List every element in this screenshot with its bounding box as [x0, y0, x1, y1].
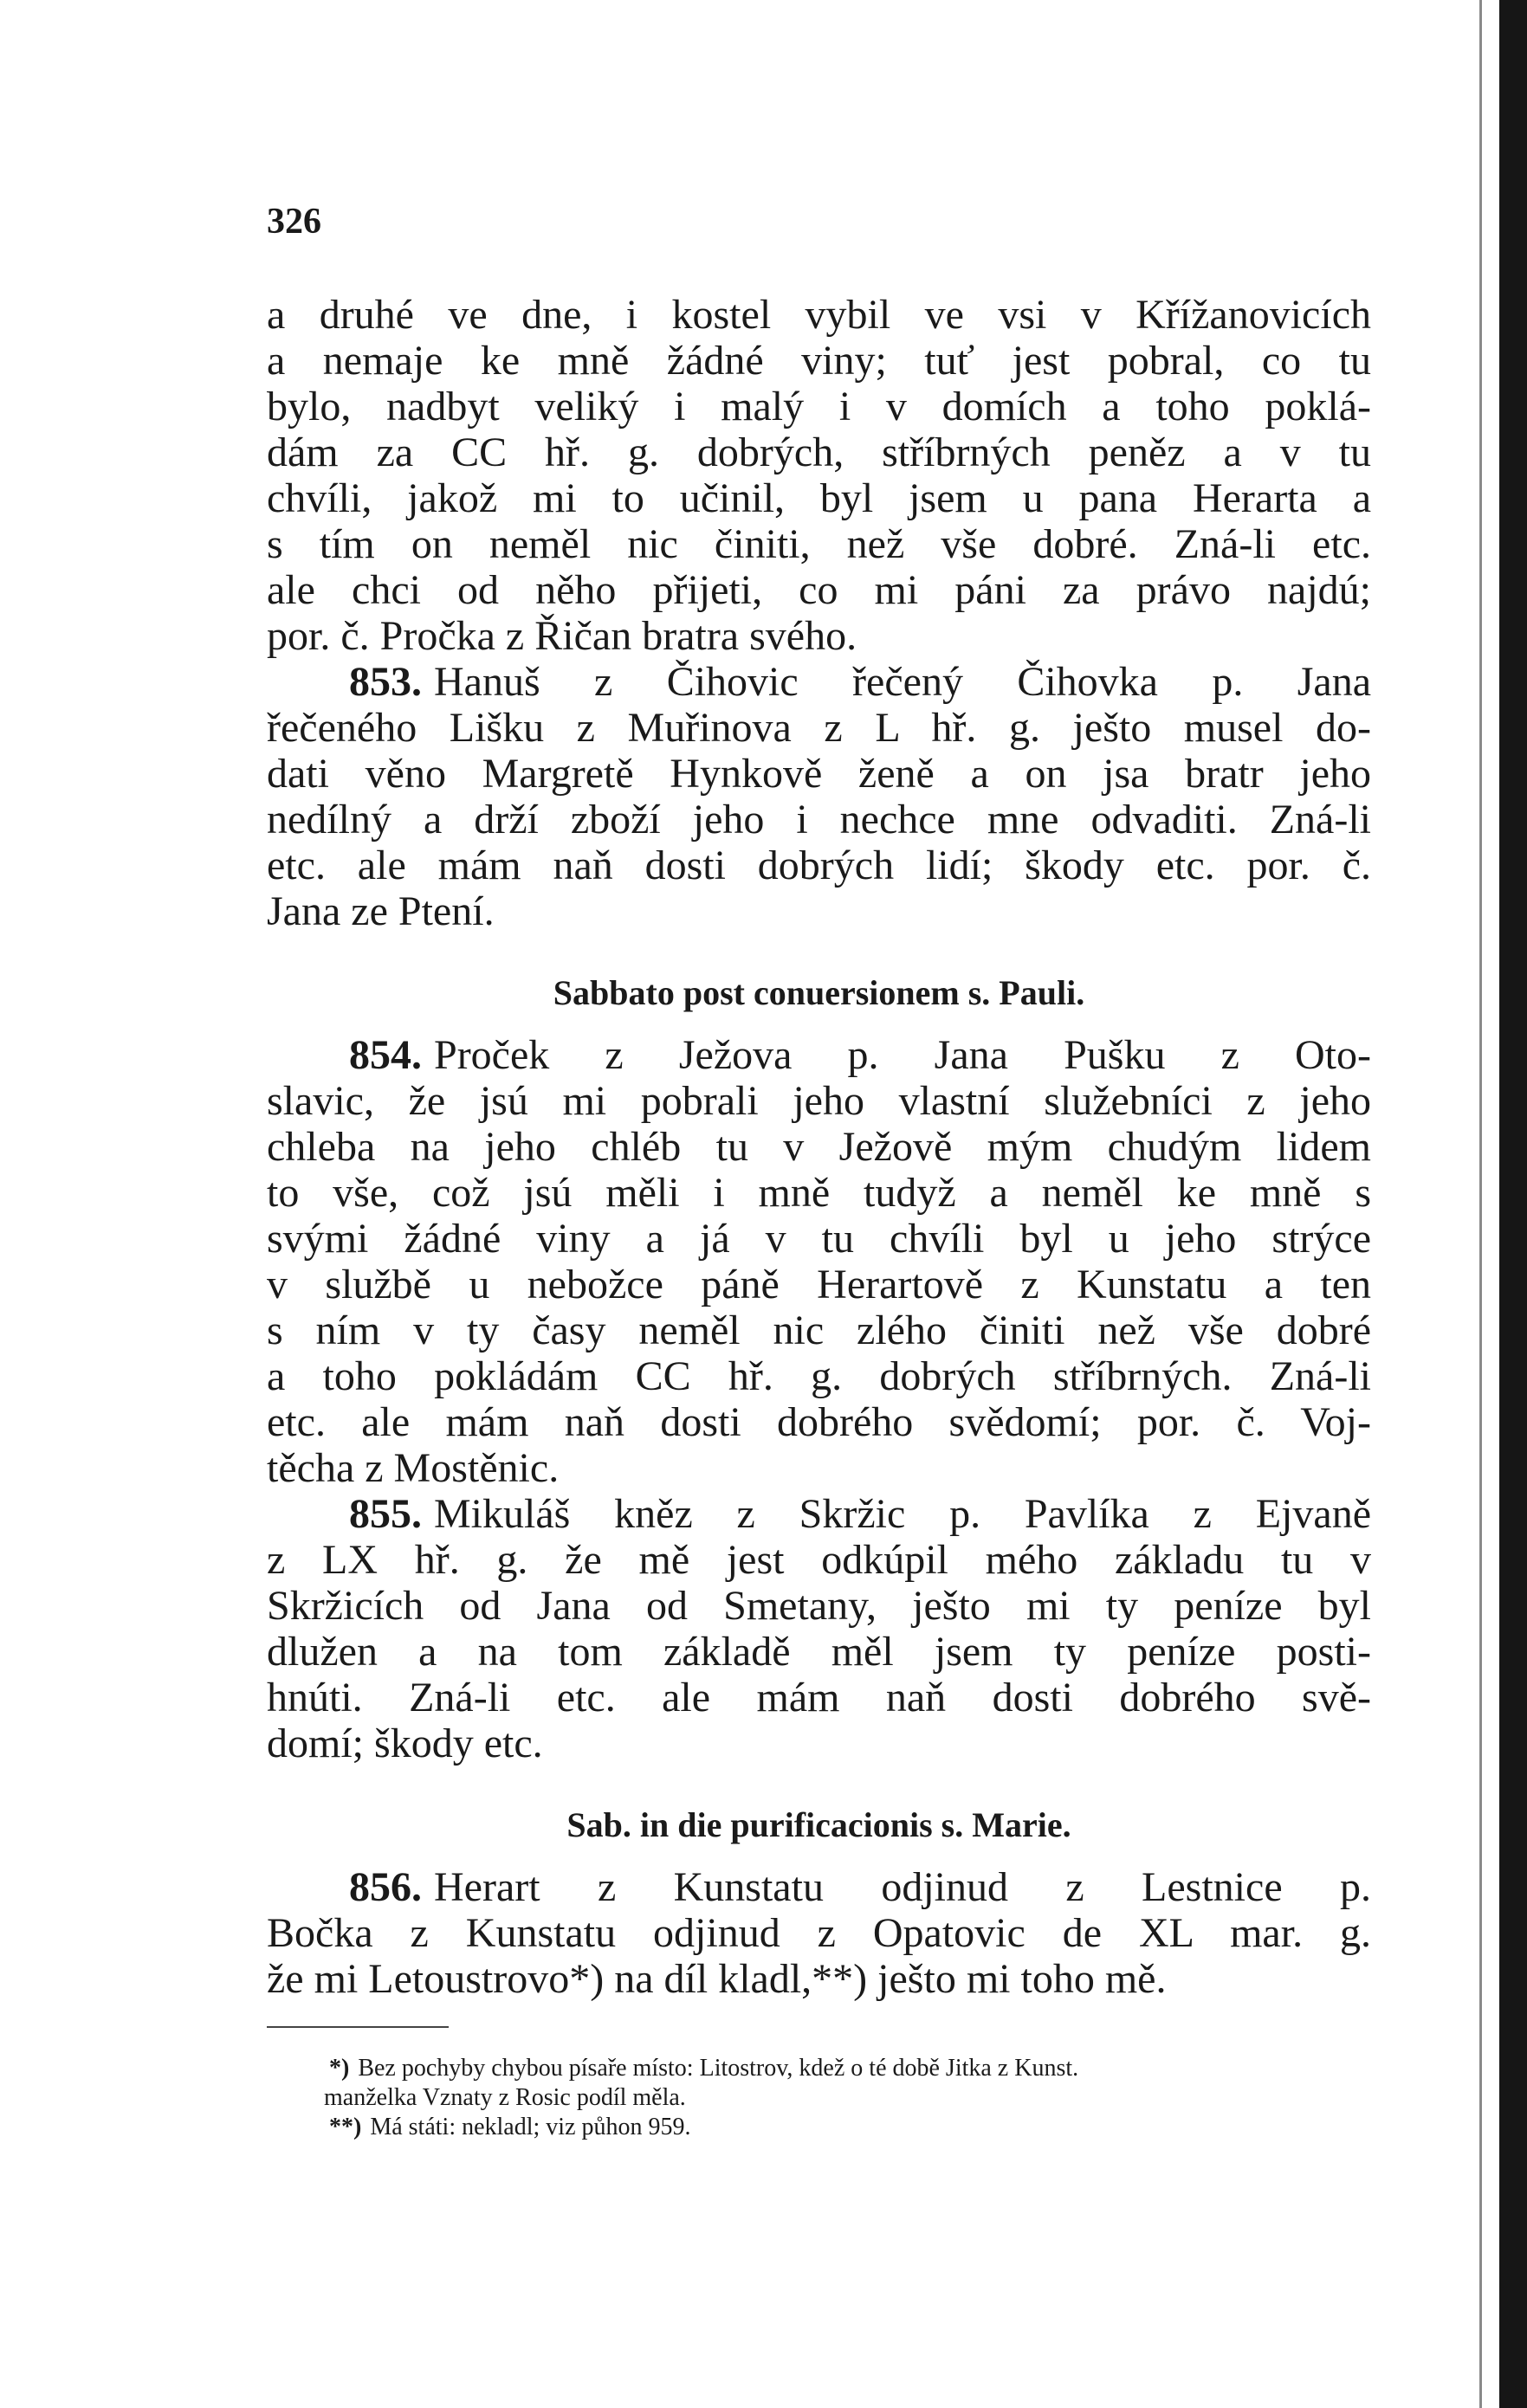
text-line: z LX hř. g. že mě jest odkúpil mého základu tu v	[267, 1537, 1371, 1583]
text-line: Jana ze Ptení.	[267, 888, 495, 934]
text-line: bylo, nadbyt veliký i malý i v domích a toho poklá-	[267, 384, 1371, 429]
scan-edge	[1499, 0, 1527, 2408]
footnote-text: manželka Vznaty z Rosic podíl měla.	[324, 2084, 686, 2111]
entry-number: 854.	[349, 1032, 422, 1078]
text-line: a nemaje ke mně žádné viny; tuť jest pobral, co tu	[267, 338, 1371, 384]
footnotes	[267, 2054, 1371, 2142]
footnote-rule	[267, 2026, 449, 2028]
entry-text: Mikuláš kněz z Skržic p. Pavlíka z Ejvaně	[434, 1491, 1371, 1537]
text-line: s ním v ty časy neměl nic zlého činiti než vše dobré	[267, 1307, 1371, 1353]
entry-number: 853.	[349, 659, 422, 705]
text-line: těcha z Mostěnic.	[267, 1445, 560, 1491]
text-line: Skržicích od Jana od Smetany, ješto mi ty peníze byl	[267, 1583, 1371, 1629]
text-line: a druhé ve dne, i kostel vybil ve vsi v Křížanovicích	[267, 292, 1371, 338]
entry-text: Herart z Kunstatu odjinud z Lestnice p.	[434, 1864, 1371, 1910]
text-line: etc. ale mám naň dosti dobrého svědomí; por. č. Voj-	[267, 1399, 1371, 1445]
text-line: slavic, že jsú mi pobrali jeho vlastní služebníci z jeho	[267, 1078, 1371, 1124]
text-line: etc. ale mám naň dosti dobrých lidí; škody etc. por. č.	[267, 842, 1371, 888]
text-line: Bočka z Kunstatu odjinud z Opatovic de XL mar. g.	[267, 1910, 1371, 1956]
text-line: že mi Letoustrovo*) na díl kladl,**) ješto mi toho mě.	[267, 1956, 1167, 2002]
entry-text: Hanuš z Čihovic řečený Čihovka p. Jana	[434, 659, 1371, 705]
paragraph	[267, 292, 1371, 659]
text-line: řečeného Lišku z Muřinova z L hř. g. ješto musel do-	[267, 705, 1371, 751]
footnote-marker: **)	[329, 2114, 362, 2140]
entry-number: 856.	[349, 1864, 422, 1910]
text-line: s tím on neměl nic činiti, než vše dobré. Zná-li etc.	[267, 521, 1371, 567]
text-line: dám za CC hř. g. dobrých, stříbrných peněz a v tu	[267, 429, 1371, 475]
entry-854	[267, 1032, 1371, 1491]
text-line: svými žádné viny a já v tu chvíli byl u jeho strýce	[267, 1216, 1371, 1262]
footnote-line	[267, 2083, 1371, 2113]
text-line	[267, 1864, 1371, 1910]
footnote-text: Bez pochyby chybou písaře místo: Litostrov, kdež o té době Jitka z Kunst.	[358, 2055, 1079, 2082]
text-line: a toho pokládám CC hř. g. dobrých stříbrných. Zná-li	[267, 1353, 1371, 1399]
footnote-line	[267, 2113, 1371, 2142]
text-line	[267, 1032, 1371, 1078]
text-line: to vše, což jsú měli i mně tudyž a neměl ke mně s	[267, 1170, 1371, 1216]
text-line	[267, 659, 1371, 705]
footnote-marker: *)	[329, 2055, 350, 2082]
text-line: chleba na jeho chléb tu v Ježově mým chudým lidem	[267, 1124, 1371, 1170]
text-line: chvíli, jakož mi to učinil, byl jsem u pana Herarta a	[267, 475, 1371, 521]
page	[267, 203, 1371, 2142]
text-line: domí; škody etc.	[267, 1720, 543, 1766]
text-line: por. č. Pročka z Řičan bratra svého.	[267, 613, 857, 659]
entry-number: 855.	[349, 1491, 422, 1537]
page-number: 326	[267, 202, 321, 242]
scan-edge-line	[1479, 0, 1482, 2408]
text-line: nedílný a drží zboží jeho i nechce mne odvaditi. Zná-li	[267, 797, 1371, 842]
entry-855	[267, 1491, 1371, 1766]
section-heading: Sabbato post conuersionem s. Pauli.	[553, 973, 1085, 1012]
text-line: hnúti. Zná-li etc. ale mám naň dosti dobrého svě-	[267, 1675, 1371, 1720]
body-text	[267, 292, 1371, 2002]
entry-853	[267, 659, 1371, 934]
text-line	[267, 1491, 1371, 1537]
footnote-text: Má státi: nekladl; viz půhon 959.	[370, 2114, 691, 2140]
section-heading: Sab. in die purificacionis s. Marie.	[566, 1805, 1071, 1844]
text-line: dlužen a na tom základě měl jsem ty peníze posti-	[267, 1629, 1371, 1675]
entry-text: Proček z Ježova p. Jana Pušku z Oto-	[434, 1032, 1371, 1078]
footnote-line	[267, 2054, 1371, 2083]
text-line: v službě u nebožce páně Herartově z Kunstatu a ten	[267, 1262, 1371, 1307]
text-line: dati věno Margretě Hynkově ženě a on jsa bratr jeho	[267, 751, 1371, 797]
text-line: ale chci od něho přijeti, co mi páni za právo najdú;	[267, 567, 1371, 613]
entry-856	[267, 1864, 1371, 2002]
